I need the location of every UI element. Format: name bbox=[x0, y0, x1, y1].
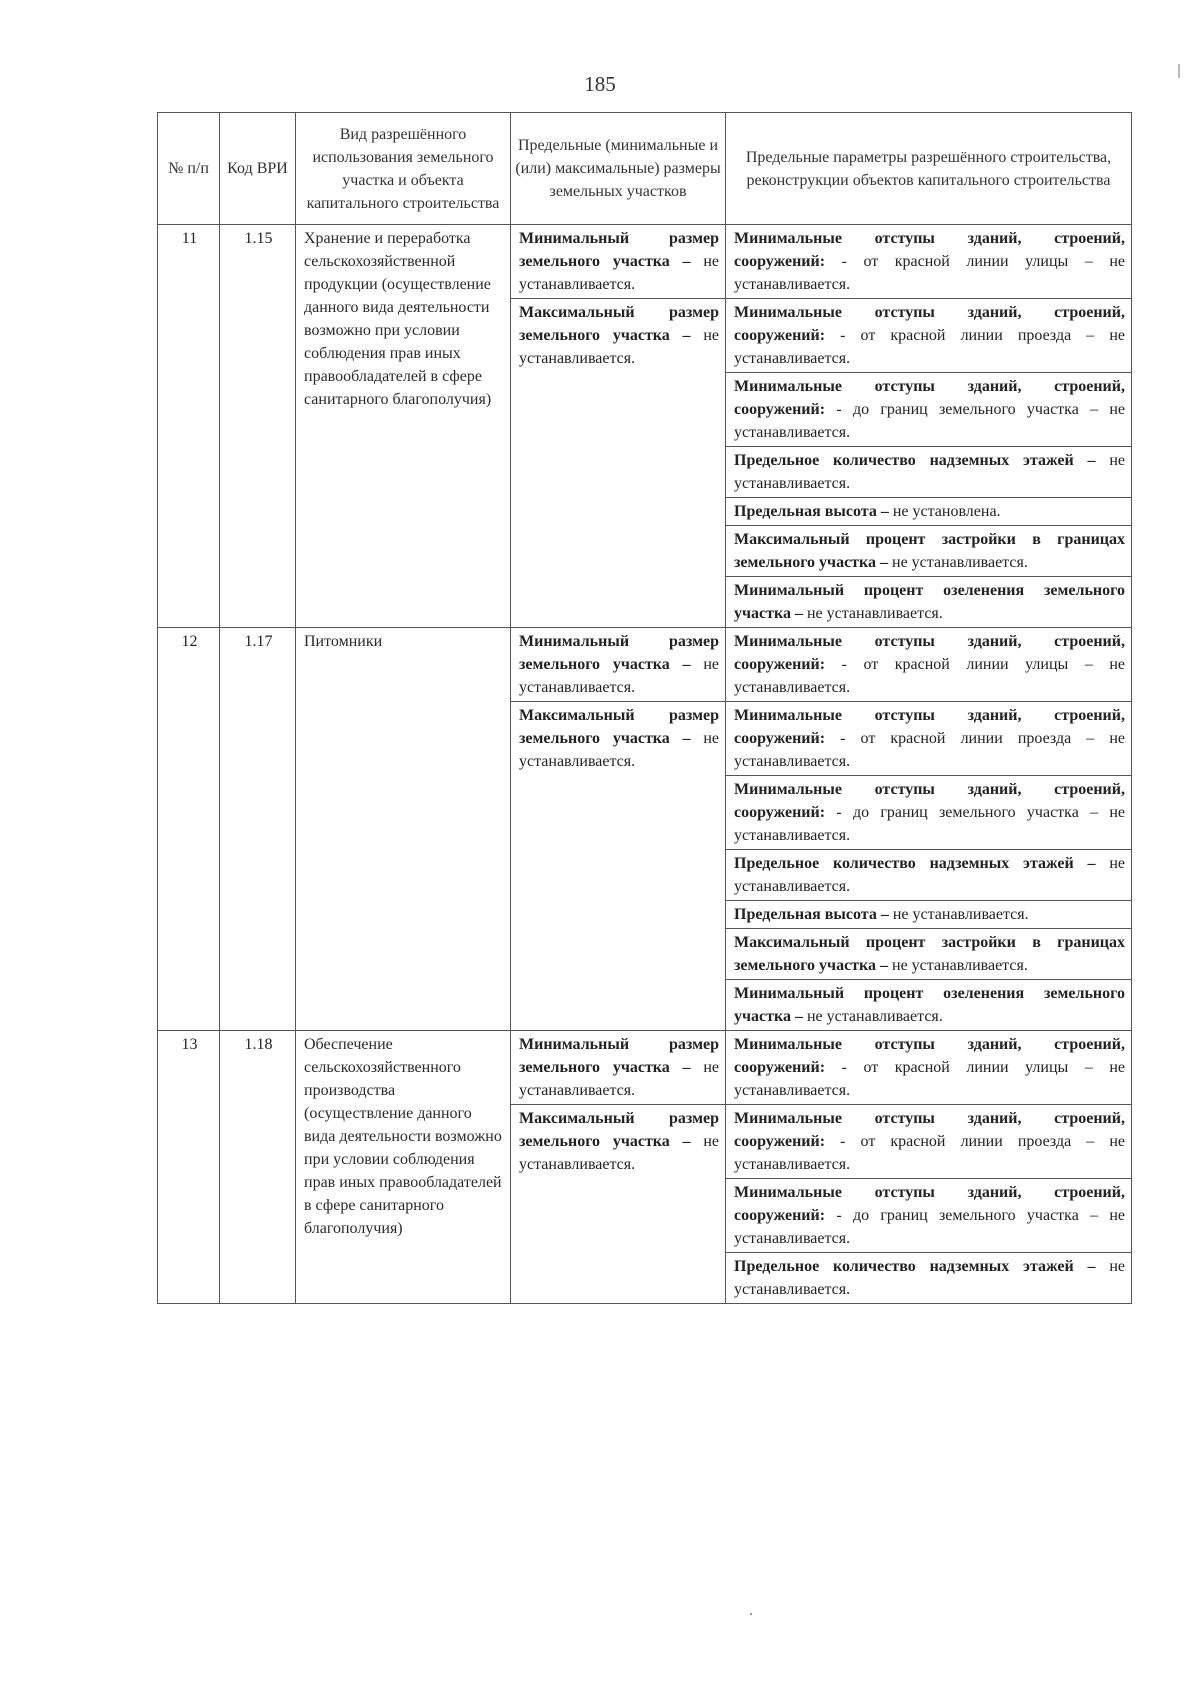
table-row bbox=[158, 225, 1132, 299]
param-cell bbox=[726, 447, 1132, 498]
param-cell bbox=[726, 628, 1132, 702]
min-size-value: не устанавливается. bbox=[519, 1059, 720, 1099]
min-size-cell bbox=[511, 225, 726, 299]
param-label: Минимальные отступы зданий, строений, сооружений: bbox=[734, 633, 1125, 673]
header-num: № п/п bbox=[158, 113, 220, 225]
param-value: - от красной линии улицы – не устанавливается. bbox=[734, 1059, 1126, 1099]
param-label: Предельное количество надземных этажей – bbox=[734, 1258, 1096, 1275]
param-value: - до границ земельного участка – не устанавливается. bbox=[734, 401, 1126, 441]
header-code: Код ВРИ bbox=[220, 113, 296, 225]
table-header-row bbox=[158, 113, 1132, 225]
param-value: - от красной линии улицы – не устанавливается. bbox=[734, 656, 1126, 696]
table-row bbox=[158, 628, 1132, 702]
min-size-cell bbox=[511, 1031, 726, 1105]
param-value: - от красной линии проезда – не устанавливается. bbox=[734, 730, 1126, 770]
min-size-value: не устанавливается. bbox=[519, 656, 720, 696]
param-value: не установлена. bbox=[892, 503, 1001, 520]
param-label: Минимальные отступы зданий, строений, сооружений: bbox=[734, 378, 1125, 418]
param-label: Предельное количество надземных этажей – bbox=[734, 452, 1096, 469]
param-cell bbox=[726, 225, 1132, 299]
min-size-label: Минимальный размер земельного участка – bbox=[519, 1036, 719, 1076]
max-size-value: не устанавливается. bbox=[519, 730, 720, 770]
min-size-value: не устанавливается. bbox=[519, 253, 720, 293]
param-cell bbox=[726, 1105, 1132, 1179]
param-label: Минимальные отступы зданий, строений, сооружений: bbox=[734, 1184, 1125, 1224]
row-code: 1.15 bbox=[220, 225, 296, 628]
max-size-cell bbox=[511, 299, 726, 628]
param-value: не устанавливается. bbox=[892, 554, 1028, 571]
param-value: - от красной линии улицы – не устанавливается. bbox=[734, 253, 1126, 293]
param-cell bbox=[726, 1031, 1132, 1105]
max-size-cell bbox=[511, 702, 726, 1031]
header-use: Вид разрешённого использования земельного участка и объекта капитального строительства bbox=[296, 113, 511, 225]
param-value: не устанавливается. bbox=[734, 855, 1126, 895]
param-cell bbox=[726, 1179, 1132, 1253]
min-size-label: Минимальный размер земельного участка – bbox=[519, 633, 719, 673]
row-num: 12 bbox=[158, 628, 220, 1031]
row-code: 1.17 bbox=[220, 628, 296, 1031]
param-value: не устанавливается. bbox=[806, 605, 943, 622]
param-value: не устанавливается. bbox=[806, 1008, 943, 1025]
param-value: не устанавливается. bbox=[892, 957, 1028, 974]
param-label: Минимальные отступы зданий, строений, сооружений: bbox=[734, 230, 1125, 270]
max-size-cell bbox=[511, 1105, 726, 1304]
param-cell bbox=[726, 577, 1132, 628]
max-size-value: не устанавливается. bbox=[519, 327, 720, 367]
param-label: Минимальные отступы зданий, строений, сооружений: bbox=[734, 1036, 1125, 1076]
max-size-label: Максимальный размер земельного участка – bbox=[519, 1110, 719, 1150]
row-code: 1.18 bbox=[220, 1031, 296, 1304]
param-label: Предельная высота – bbox=[734, 906, 889, 923]
min-size-cell bbox=[511, 628, 726, 702]
param-label: Предельная высота – bbox=[734, 503, 889, 520]
row-use: Хранение и переработка сельскохозяйственной продукции (осуществление данного вида деятельности возможно при условии соблюдения прав иных правообладателей в сфере санитарного благополучия) bbox=[296, 225, 511, 628]
param-label: Максимальный процент застройки в границах земельного участка – bbox=[734, 934, 1125, 974]
param-cell bbox=[726, 498, 1132, 526]
scan-dot bbox=[750, 1613, 752, 1615]
param-value: не устанавливается. bbox=[892, 906, 1029, 923]
zoning-table bbox=[157, 112, 1132, 1304]
table-body bbox=[158, 225, 1132, 1304]
min-size-label: Минимальный размер земельного участка – bbox=[519, 230, 719, 270]
param-value: не устанавливается. bbox=[734, 1258, 1126, 1298]
param-cell bbox=[726, 980, 1132, 1031]
param-label: Минимальный процент озеленения земельного участка – bbox=[734, 985, 1125, 1025]
page-number: 185 bbox=[584, 72, 616, 96]
param-cell bbox=[726, 299, 1132, 373]
param-cell bbox=[726, 373, 1132, 447]
param-label: Минимальные отступы зданий, строений, сооружений: bbox=[734, 781, 1125, 821]
max-size-label: Максимальный размер земельного участка – bbox=[519, 304, 719, 344]
param-cell bbox=[726, 526, 1132, 577]
max-size-label: Максимальный размер земельного участка – bbox=[519, 707, 719, 747]
row-use: Обеспечение сельскохозяйственного производства (осуществление данного вида деятельности возможно при условии соблюдения прав иных правообладателей в сфере санитарного благополучия) bbox=[296, 1031, 511, 1304]
param-value: - до границ земельного участка – не устанавливается. bbox=[734, 1207, 1126, 1247]
param-cell bbox=[726, 776, 1132, 850]
param-cell bbox=[726, 929, 1132, 980]
max-size-value: не устанавливается. bbox=[519, 1133, 720, 1173]
param-value: не устанавливается. bbox=[734, 452, 1126, 492]
param-cell bbox=[726, 901, 1132, 929]
param-label: Минимальные отступы зданий, строений, сооружений: bbox=[734, 707, 1125, 747]
param-label: Минимальные отступы зданий, строений, сооружений: bbox=[734, 1110, 1125, 1150]
row-num: 13 bbox=[158, 1031, 220, 1304]
param-value: - до границ земельного участка – не устанавливается. bbox=[734, 804, 1126, 844]
param-cell bbox=[726, 1253, 1132, 1304]
row-use: Питомники bbox=[296, 628, 511, 1031]
param-value: - от красной линии проезда – не устанавливается. bbox=[734, 327, 1126, 367]
header-params: Предельные параметры разрешённого строительства, реконструкции объектов капитального строительства bbox=[726, 113, 1132, 225]
param-cell bbox=[726, 850, 1132, 901]
param-label: Минимальные отступы зданий, строений, сооружений: bbox=[734, 304, 1125, 344]
param-value: - от красной линии проезда – не устанавливается. bbox=[734, 1133, 1126, 1173]
param-label: Предельное количество надземных этажей – bbox=[734, 855, 1096, 872]
table-row bbox=[158, 1031, 1132, 1105]
param-label: Максимальный процент застройки в границах земельного участка – bbox=[734, 531, 1125, 571]
param-cell bbox=[726, 702, 1132, 776]
header-sizes: Предельные (минимальные и (или) максимальные) размеры земельных участков bbox=[511, 113, 726, 225]
row-num: 11 bbox=[158, 225, 220, 628]
param-label: Минимальный процент озеленения земельного участка – bbox=[734, 582, 1125, 622]
